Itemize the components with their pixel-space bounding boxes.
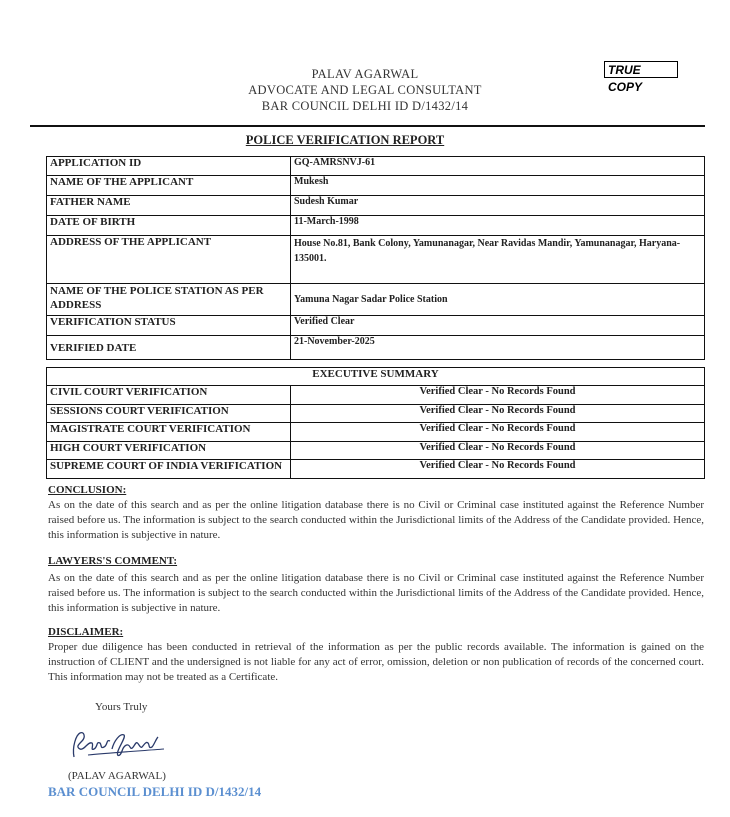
table-row — [47, 157, 705, 176]
detail-value: Yamuna Nagar Sadar Police Station — [291, 284, 705, 316]
disclaimer-text: Proper due diligence has been conducted in retrieval of the information as per the public records available. The information is gained on the instruction of CLIENT and the undersigned is not liable for any act of error, omission, deletion or non publication of records of the concerned court. This information may not be treated as a Certificate. — [48, 641, 704, 683]
summary-label: SUPREME COURT OF INDIA VERIFICATION — [47, 460, 291, 479]
detail-label: APPLICATION ID — [47, 157, 291, 176]
summary-heading: EXECUTIVE SUMMARY — [47, 368, 705, 386]
summary-label: SESSIONS COURT VERIFICATION — [47, 405, 291, 423]
summary-value: Verified Clear - No Records Found — [291, 460, 705, 479]
true-copy-stamp: TRUE COPY — [604, 61, 678, 78]
disclaimer-heading: DISCLAIMER: — [48, 626, 124, 638]
detail-value: 21-November-2025 — [291, 336, 705, 360]
table-row — [47, 236, 705, 284]
details-table — [46, 156, 705, 360]
detail-label: VERIFICATION STATUS — [47, 316, 291, 336]
summary-value: Verified Clear - No Records Found — [291, 423, 705, 442]
table-row — [47, 216, 705, 236]
conclusion-text: As on the date of this search and as per the online litigation database there is no Civil or Criminal case instituted against the Reference Number raised before us. The information is subject to the search conducted within the Jurisdictional limits of the Address of the Candidate provided. Hence, this information is subjective in nature. — [48, 499, 704, 541]
detail-label: FATHER NAME — [47, 196, 291, 216]
summary-value: Verified Clear - No Records Found — [291, 442, 705, 460]
detail-label: DATE OF BIRTH — [47, 216, 291, 236]
detail-label: ADDRESS OF THE APPLICANT — [47, 236, 291, 284]
report-title: POLICE VERIFICATION REPORT — [245, 133, 445, 147]
detail-value: GQ-AMRSNVJ-61 — [291, 157, 705, 176]
detail-value: House No.81, Bank Colony, Yamunanagar, Near Ravidas Mandir, Yamunanagar, Haryana-135001. — [291, 236, 705, 284]
advocate-name: PALAV AGARWAL — [311, 67, 419, 81]
advocate-bar-id: BAR COUNCIL DELHI ID D/1432/14 — [261, 99, 469, 113]
signature-image — [68, 727, 168, 763]
detail-value: 11-March-1998 — [291, 216, 705, 236]
table-row — [47, 176, 705, 196]
table-row — [47, 442, 705, 460]
lawyers-comment-heading: LAWYERS'S COMMENT: — [48, 555, 178, 567]
table-row — [47, 386, 705, 405]
lawyers-comment-text: As on the date of this search and as per the online litigation database there is no Civil or Criminal case instituted against the Reference Number raised before us. The information is subject to the search conducted within the Jurisdictional limits of the Address of the Candidate provided. Hence, this information is subjective in nature. — [48, 572, 704, 614]
detail-label: NAME OF THE POLICE STATION AS PER ADDRESS — [47, 284, 291, 316]
header-divider — [30, 125, 705, 127]
detail-label: VERIFIED DATE — [47, 336, 291, 360]
table-row — [47, 316, 705, 336]
table-row — [47, 368, 705, 386]
signatory-bar-id: BAR COUNCIL DELHI ID D/1432/14 — [48, 784, 262, 799]
executive-summary-table — [46, 367, 705, 479]
detail-value: Sudesh Kumar — [291, 196, 705, 216]
summary-label: MAGISTRATE COURT VERIFICATION — [47, 423, 291, 442]
advocate-role: ADVOCATE AND LEGAL CONSULTANT — [248, 83, 482, 97]
table-row — [47, 423, 705, 442]
signatory-name: (PALAV AGARWAL) — [68, 770, 166, 782]
table-row — [47, 460, 705, 479]
summary-label: CIVIL COURT VERIFICATION — [47, 386, 291, 405]
table-row — [47, 196, 705, 216]
table-row — [47, 405, 705, 423]
summary-value: Verified Clear - No Records Found — [291, 386, 705, 405]
summary-label: HIGH COURT VERIFICATION — [47, 442, 291, 460]
detail-value: Verified Clear — [291, 316, 705, 336]
table-row — [47, 336, 705, 360]
detail-label: NAME OF THE APPLICANT — [47, 176, 291, 196]
detail-value: Mukesh — [291, 176, 705, 196]
table-row — [47, 284, 705, 316]
conclusion-heading: CONCLUSION: — [48, 484, 127, 496]
summary-value: Verified Clear - No Records Found — [291, 405, 705, 423]
closing-text: Yours Truly — [95, 701, 148, 713]
